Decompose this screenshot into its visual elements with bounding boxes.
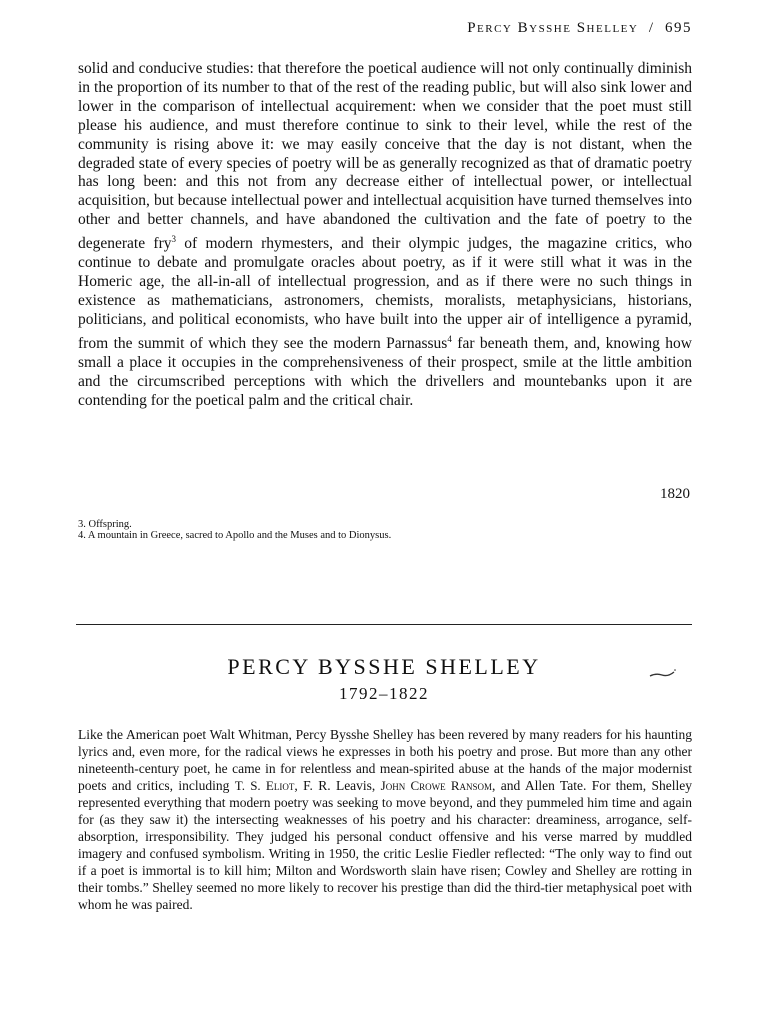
- intro-text-3: , and Allen Tate. For them, Shelley represented everything that modern poetry was seeking to move beyond, and they pummeled him time and again for (as they saw it) the intersecting weaknesses of his poetry and his character: dreaminess, arrogance, self-absorption, irresponsibility. They judged his personal conduct offensive and his verse marred by muddled imagery and confused symbolism. Writing in 1950, the critic Leslie Fiedler reflected: “The only way to find out if a poet is immortal is to kill him; Milton and Wordsworth slain have risen; Cowley and Shelley are rotting in their tombs.” Shelley seemed no more likely to recover his prestige than did the third-tier metaphysical poet with whom he was paired.: [78, 778, 693, 912]
- cross-reference-eliot: T. S. Eliot: [234, 778, 295, 793]
- footnote-ref-4: 4: [447, 333, 452, 344]
- author-heading: PERCY BYSSHE SHELLEY: [227, 654, 541, 679]
- footnote-4: 4. A mountain in Greece, sacred to Apollo and the Muses and to Dionysus.: [78, 530, 392, 541]
- running-header-title: Percy Bysshe Shelley: [467, 20, 639, 36]
- pen-mark-icon: [648, 666, 676, 684]
- page-number: 695: [665, 20, 692, 36]
- essay-text-part-b: of modern rhymesters, and their olympic judges, the magazine critics, who continue to debate and promulgate oracles about poetry, as if it were still what it was in the Homeric age, the all-in-all of intellectual progression, and as if there were no such things in existence as mathematicians, astronomers, chemists, moralists, metaphysicians, historians, politicians, and political economists, who have built into the upper air of intelligence a pyramid, from the summit of which they see the modern Parnassus: [78, 235, 692, 352]
- intro-text-2: , F. R. Leavis,: [294, 778, 381, 793]
- essay-text: [78, 60, 692, 411]
- cross-reference-ransom: John Crowe Ransom: [380, 778, 493, 793]
- author-introduction: [78, 726, 692, 913]
- running-header: [467, 20, 692, 37]
- essay-text-part-c: far beneath them, and, knowing how small a place it occupies in the comprehensiveness of their prospect, smile at the little ambition and the circumscribed perceptions with which the drivellers and mountebanks upon it are contending for the poetical palm and the critical chair.: [78, 335, 692, 409]
- footnote-3: 3. Offspring.: [78, 519, 132, 530]
- footnotes: [78, 519, 692, 541]
- running-header-separator: /: [648, 20, 655, 36]
- author-dates: 1792–1822: [339, 684, 429, 703]
- intro-text-1: Like the American poet Walt Whitman, Percy Bysshe Shelley has been revered by many readers for his haunting lyrics and, even more, for the radical views he expresses in both his poetry and prose. But more than any other nineteenth-century poet, he came in for relentless and mean-spirited abuse at the hands of the major modernist poets and critics, including: [78, 727, 692, 793]
- section-divider: [76, 624, 692, 625]
- essay-text-part-a: solid and conducive studies: that therefore the poetical audience will not only continually diminish in the proportion of its number to that of the rest of the reading public, but will also sink lower and lower in the comparison of intellectual acquirement: when we consider that the poet must still please his audience, and must therefore continue to sink to their level, while the rest of the community is rising above it: we may easily conceive that the day is not distant, when the degraded state of every species of poetry will be as generally recognized as that of dramatic poetry has long been: and this not from any decrease either of intellectual power, or intellectual acquisition, but because intellectual power and intellectual acquisition have turned themselves into other and better channels, and have abandoned the cultivation and the fate of poetry to the degenerate fry: [78, 60, 692, 253]
- footnote-ref-3: 3: [171, 234, 176, 245]
- essay-year: 1820: [660, 486, 690, 502]
